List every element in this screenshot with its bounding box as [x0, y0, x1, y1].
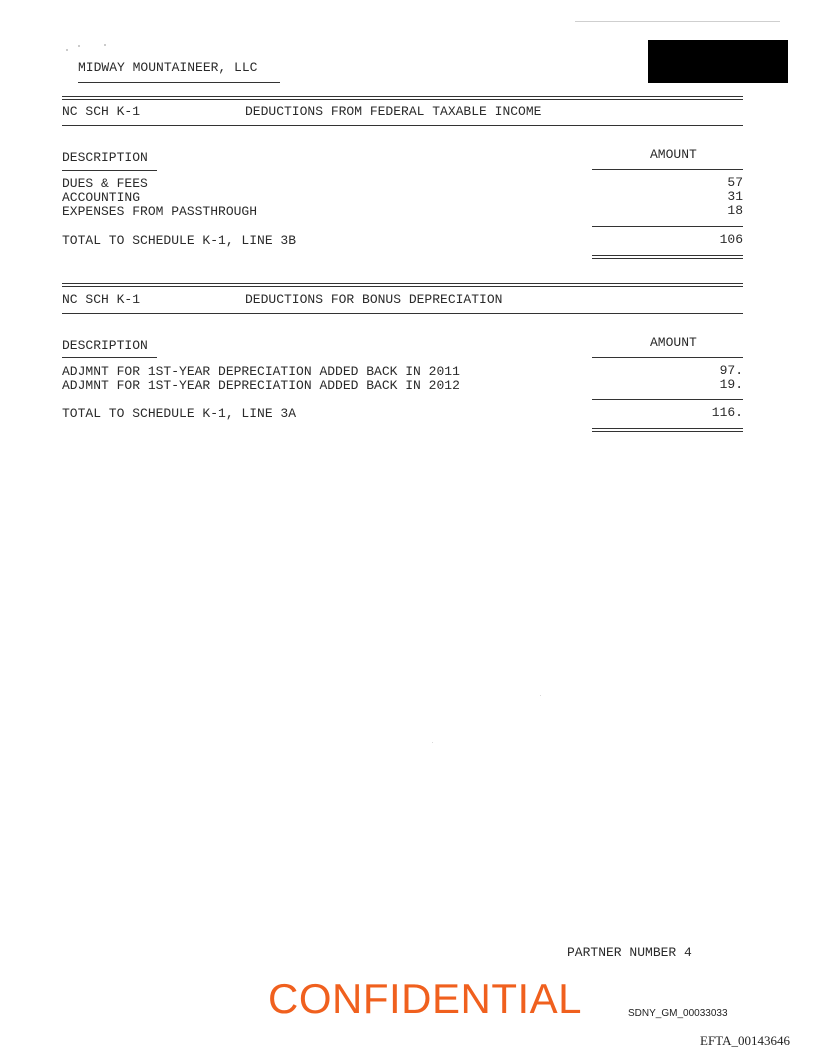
section2-desc-underline — [62, 357, 157, 358]
section2-row-amount: 97. — [719, 363, 743, 378]
section2-form-label: NC SCH K-1 — [62, 292, 141, 307]
section1-desc-underline — [62, 170, 157, 171]
section1-row-amount: 18 — [727, 203, 743, 218]
scan-speck — [78, 45, 80, 47]
company-name: MIDWAY MOUNTAINEER, LLC — [78, 60, 258, 75]
section1-col-amount: AMOUNT — [650, 147, 697, 162]
confidential-stamp: CONFIDENTIAL — [268, 975, 583, 1022]
section2-row-desc: ADJMNT FOR 1ST-YEAR DEPRECIATION ADDED BACK IN 2012 — [62, 378, 460, 393]
section1-col-description: DESCRIPTION — [62, 150, 148, 165]
section1-top-rule-1 — [62, 96, 743, 97]
section1-amount-underline — [592, 169, 743, 170]
section2-double-rule-2 — [592, 431, 743, 432]
section2-top-rule-1 — [62, 283, 743, 284]
section2-col-amount: AMOUNT — [650, 335, 697, 350]
section2-header-rule — [62, 313, 743, 314]
section2-title: DEDUCTIONS FOR BONUS DEPRECIATION — [245, 292, 503, 307]
section1-total-rule — [592, 226, 743, 227]
section1-double-rule-2 — [592, 258, 743, 259]
scan-speck — [104, 44, 106, 46]
section1-header-rule — [62, 125, 743, 126]
partner-number: PARTNER NUMBER 4 — [567, 945, 692, 960]
section1-row-amount: 31 — [727, 189, 743, 204]
section1-total-label: TOTAL TO SCHEDULE K-1, LINE 3B — [62, 233, 297, 248]
company-underline — [78, 82, 280, 83]
scan-speck — [432, 742, 433, 743]
section1-form-label: NC SCH K-1 — [62, 104, 141, 119]
top-faint-rule — [575, 21, 780, 22]
section2-total-rule — [592, 399, 743, 400]
section2-amount-underline — [592, 357, 743, 358]
section2-col-description: DESCRIPTION — [62, 338, 148, 353]
section1-row-desc: EXPENSES FROM PASSTHROUGH — [62, 204, 258, 219]
scan-speck — [66, 49, 68, 51]
section1-total-amount: 106 — [719, 232, 743, 247]
section1-top-rule-2 — [62, 99, 743, 100]
section2-total-amount: 116. — [711, 405, 743, 420]
scan-speck — [540, 695, 541, 696]
bates-number: SDNY_GM_00033033 — [628, 1008, 728, 1019]
section2-top-rule-2 — [62, 286, 743, 287]
section1-row-desc: DUES & FEES — [62, 176, 148, 191]
section2-total-label: TOTAL TO SCHEDULE K-1, LINE 3A — [62, 406, 297, 421]
section2-row-amount: 19. — [719, 377, 743, 392]
section2-row-desc: ADJMNT FOR 1ST-YEAR DEPRECIATION ADDED BACK IN 2011 — [62, 364, 460, 379]
efta-number: EFTA_00143646 — [700, 1033, 790, 1048]
section1-row-amount: 57 — [727, 175, 743, 190]
redaction-block — [648, 40, 788, 83]
section2-double-rule-1 — [592, 428, 743, 429]
section1-title: DEDUCTIONS FROM FEDERAL TAXABLE INCOME — [245, 104, 542, 119]
section1-row-desc: ACCOUNTING — [62, 190, 141, 205]
section1-double-rule-1 — [592, 255, 743, 256]
